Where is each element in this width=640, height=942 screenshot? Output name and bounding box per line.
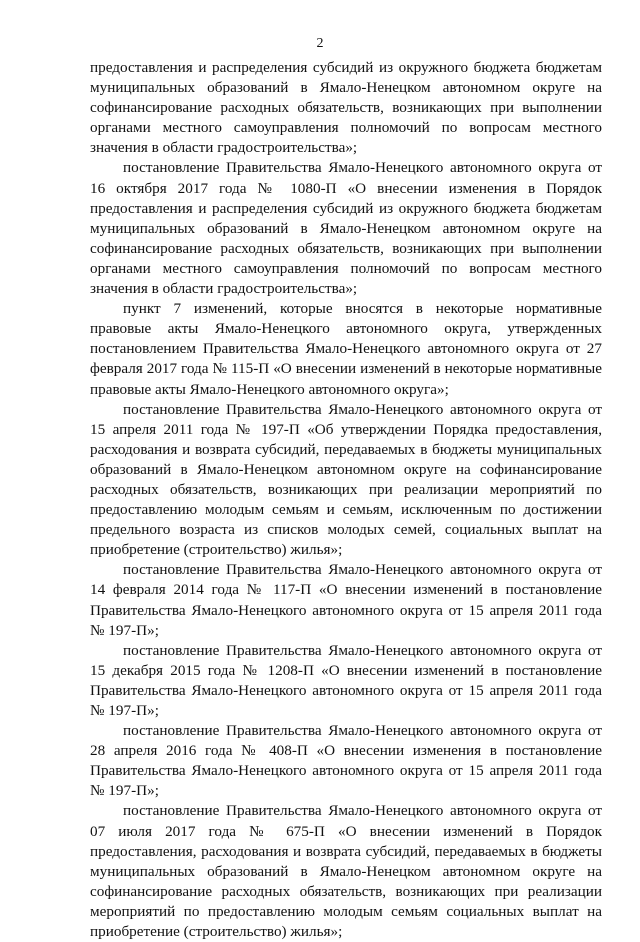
paragraph-decree-117: постановление Правительства Ямало-Ненецкого автономного округа от 14 февраля 2014 года № 117-П «О внесении изменений в постановление Правительства Ямало-Ненецкого автономного округа от 15 апреля 2011 года № 197-П»; — [90, 561, 602, 639]
paragraph-decree-1208: постановление Правительства Ямало-Ненецкого автономного округа от 15 декабря 2015 года № 1208-П «О внесении изменений в постановление Правительства Ямало-Ненецкого автономного округа от 15 апреля 2011 года № 197-П»; — [90, 641, 602, 719]
paragraph-decree-675: постановление Правительства Ямало-Ненецкого автономного округа от 07 июля 2017 года № 675-П «О внесении изменений в Порядок предоставления, расходования и возврата субсидий, передаваемых в бюджеты муниципальных образований в Ямало-Ненецком автономном округе на софинансирование расходных обязательств, возникающих при реализации мероприятий по предоставлению молодым семьям социальных выплат на приобретение (строительство) жилья»; — [90, 802, 602, 941]
paragraph-decree-1080: постановление Правительства Ямало-Ненецкого автономного округа от 16 октября 2017 года № 1080-П «О внесении изменения в Порядок предоставления и распределения субсидий из окружного бюджета бюджетам муниципальных образований в Ямало-Ненецком автономном округе на софинансирование расходных обязательств, возникающих при выполнении органами местного самоуправления полномочий по вопросам местного значения в области градостроительства»; — [90, 159, 602, 298]
paragraph-continuation: предоставления и распределения субсидий из окружного бюджета бюджетам муниципальных образований в Ямало-Ненецком автономном округе на софинансирование расходных обязательств, возникающих при выполнении органами местного самоуправления полномочий по вопросам местного значения в области градостроительства»; — [90, 59, 602, 157]
paragraph-decree-197: постановление Правительства Ямало-Ненецкого автономного округа от 15 апреля 2011 года № 197-П «Об утверждении Порядка предоставления, расходования и возврата субсидий, передаваемых в бюджеты муниципальных образований в Ямало-Ненецком автономном округе на софинансирование расходных обязательств, возникающих при реализации мероприятий по предоставлению молодым семьям и семьям, исключенным по достижении предельного возраста из списков молодых семей, социальных выплат на приобретение (строительство) жилья»; — [90, 400, 602, 559]
paragraph-decree-408: постановление Правительства Ямало-Ненецкого автономного округа от 28 апреля 2016 года № 408-П «О внесении изменения в постановление Правительства Ямало-Ненецкого автономного округа от 15 апреля 2011 года № 197-П»; — [90, 722, 602, 800]
page-number: 2 — [316, 36, 324, 51]
document-body — [90, 58, 602, 942]
paragraph-item-7: пункт 7 изменений, которые вносятся в некоторые нормативные правовые акты Ямало-Ненецкого автономного округа, утвержденных постановлением Правительства Ямало-Ненецкого автономного округа от 27 февраля 2017 года № 115-П «О внесении изменений в некоторые нормативные правовые акты Ямало-Ненецкого автономного округа»; — [90, 300, 602, 398]
